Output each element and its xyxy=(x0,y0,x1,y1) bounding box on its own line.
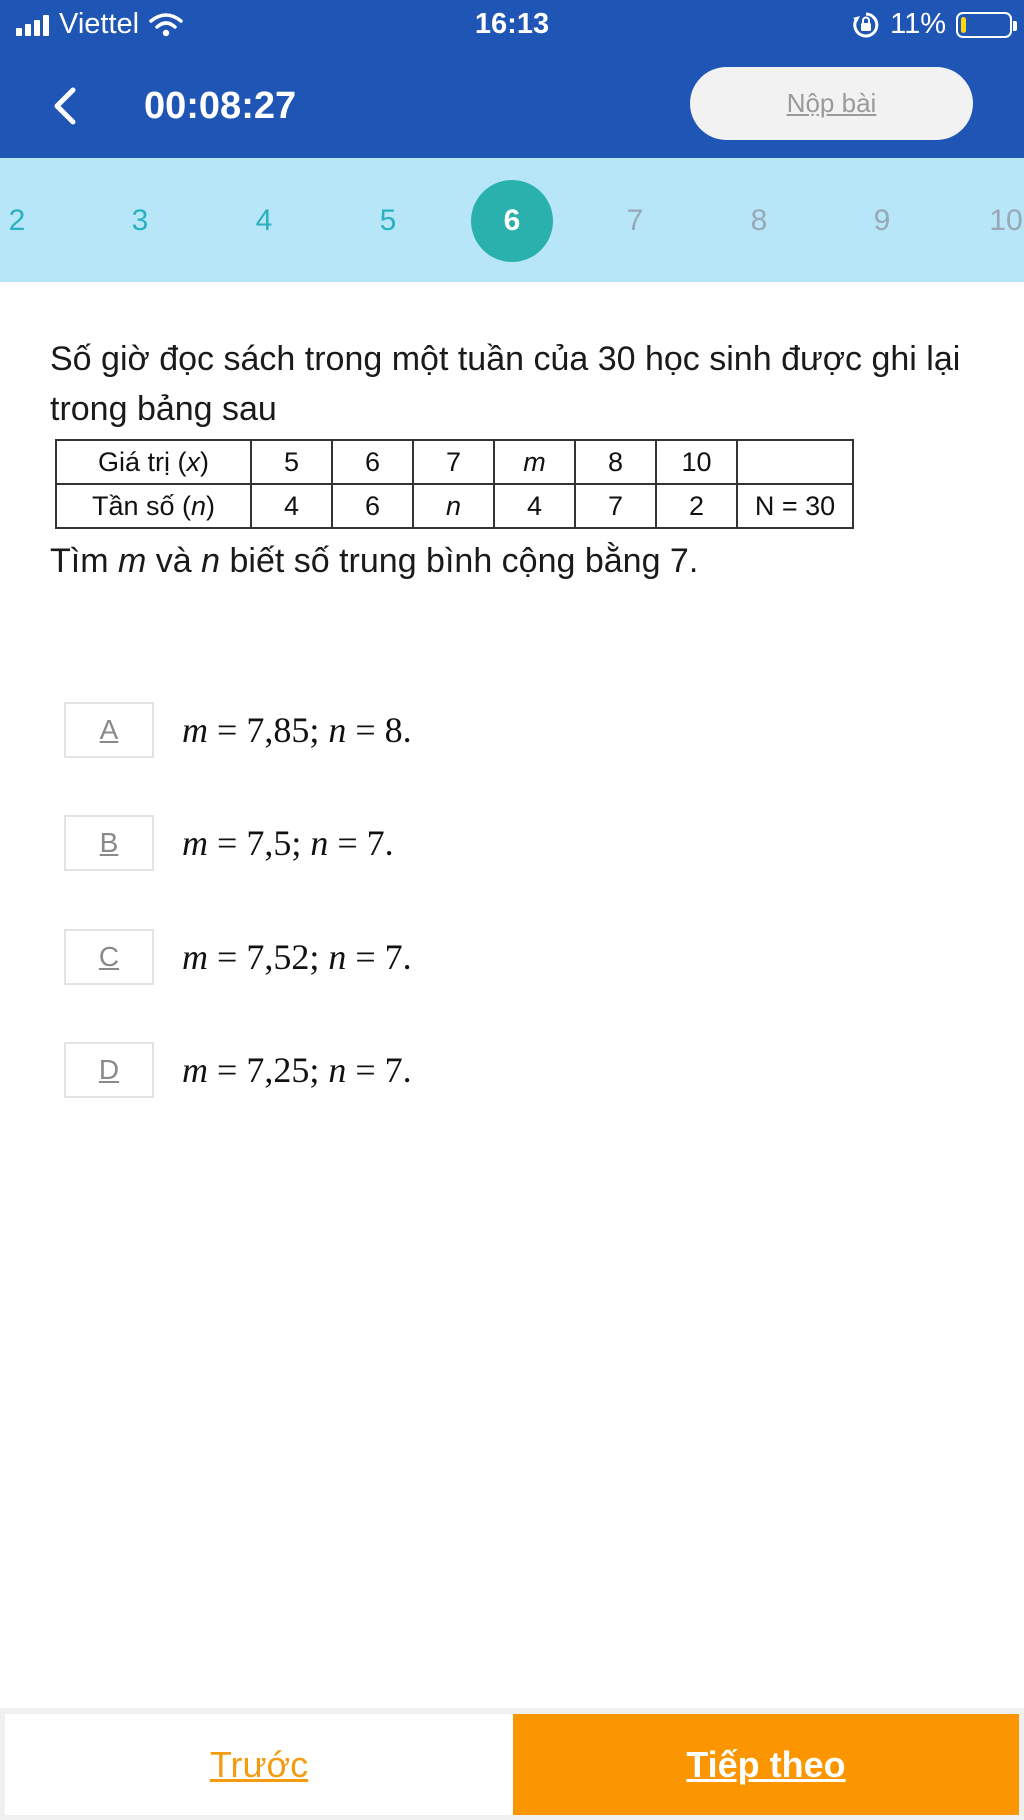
table-total-cell: N = 30 xyxy=(737,484,853,528)
answer-option-c[interactable] xyxy=(64,929,964,985)
exam-timer: 00:08:27 xyxy=(144,85,297,127)
option-text: m = 7,5; n = 7. xyxy=(182,823,394,863)
chevron-left-icon xyxy=(51,86,77,126)
question-nav-item[interactable]: 4 xyxy=(255,204,273,237)
table-cell: 5 xyxy=(251,440,332,484)
option-text: m = 7,25; n = 7. xyxy=(182,1050,412,1090)
carrier-name: Viettel xyxy=(59,8,140,40)
table-cell: 4 xyxy=(494,484,575,528)
question-nav-item[interactable]: 2 xyxy=(8,204,26,237)
question-nav-item[interactable]: 10 xyxy=(989,204,1023,237)
battery-icon xyxy=(956,12,1012,38)
table-row-label: Giá trị (x) xyxy=(56,440,251,484)
status-left xyxy=(16,8,183,41)
status-right xyxy=(852,8,1012,41)
answer-option-a[interactable] xyxy=(64,702,964,758)
table-cell: 7 xyxy=(575,484,656,528)
table-row-label: Tần số (n) xyxy=(56,484,251,528)
question-intro: Số giờ đọc sách trong một tuần của 30 học sinh được ghi lại trong bảng sau xyxy=(50,340,961,428)
bottom-navigation xyxy=(0,1708,1024,1820)
table-cell: m xyxy=(494,440,575,484)
table-cell: 2 xyxy=(656,484,737,528)
battery-level-fill xyxy=(961,17,966,33)
table-cell: n xyxy=(413,484,494,528)
previous-button[interactable]: Trước xyxy=(5,1714,513,1815)
option-text: m = 7,52; n = 7. xyxy=(182,937,412,977)
signal-icon xyxy=(16,14,49,36)
table-row xyxy=(56,440,853,484)
answer-option-b[interactable] xyxy=(64,815,964,871)
table-cell: 10 xyxy=(656,440,737,484)
question-nav-item[interactable]: 8 xyxy=(750,204,768,237)
question-nav-item-current[interactable]: 6 xyxy=(471,180,553,262)
status-time: 16:13 xyxy=(474,8,550,40)
table-cell: 6 xyxy=(332,484,413,528)
question-nav-item[interactable]: 3 xyxy=(131,204,149,237)
table-cell: 7 xyxy=(413,440,494,484)
wifi-icon xyxy=(149,12,183,38)
table-cell: 6 xyxy=(332,440,413,484)
question-nav-item[interactable]: 7 xyxy=(626,204,644,237)
orientation-lock-icon xyxy=(852,11,880,39)
app-header xyxy=(0,0,1024,158)
option-letter[interactable]: C xyxy=(64,929,154,985)
option-letter[interactable]: D xyxy=(64,1042,154,1098)
option-letter[interactable]: B xyxy=(64,815,154,871)
question-nav-item[interactable]: 5 xyxy=(379,204,397,237)
option-letter[interactable]: A xyxy=(64,702,154,758)
answer-option-d[interactable] xyxy=(64,1042,964,1098)
table-cell: 4 xyxy=(251,484,332,528)
table-row xyxy=(56,484,853,528)
frequency-table xyxy=(55,439,854,529)
option-text: m = 7,85; n = 8. xyxy=(182,710,412,750)
submit-button[interactable]: Nộp bài xyxy=(690,67,973,140)
table-cell xyxy=(737,440,853,484)
status-bar xyxy=(0,0,1024,52)
question-navigator xyxy=(0,158,1024,282)
question-prompt: Tìm m và n biết số trung bình cộng bằng 7. xyxy=(50,542,699,580)
battery-percent: 11% xyxy=(890,8,946,40)
back-button[interactable] xyxy=(40,82,88,130)
question-nav-item[interactable]: 9 xyxy=(873,204,891,237)
next-button[interactable]: Tiếp theo xyxy=(513,1714,1019,1815)
table-cell: 8 xyxy=(575,440,656,484)
